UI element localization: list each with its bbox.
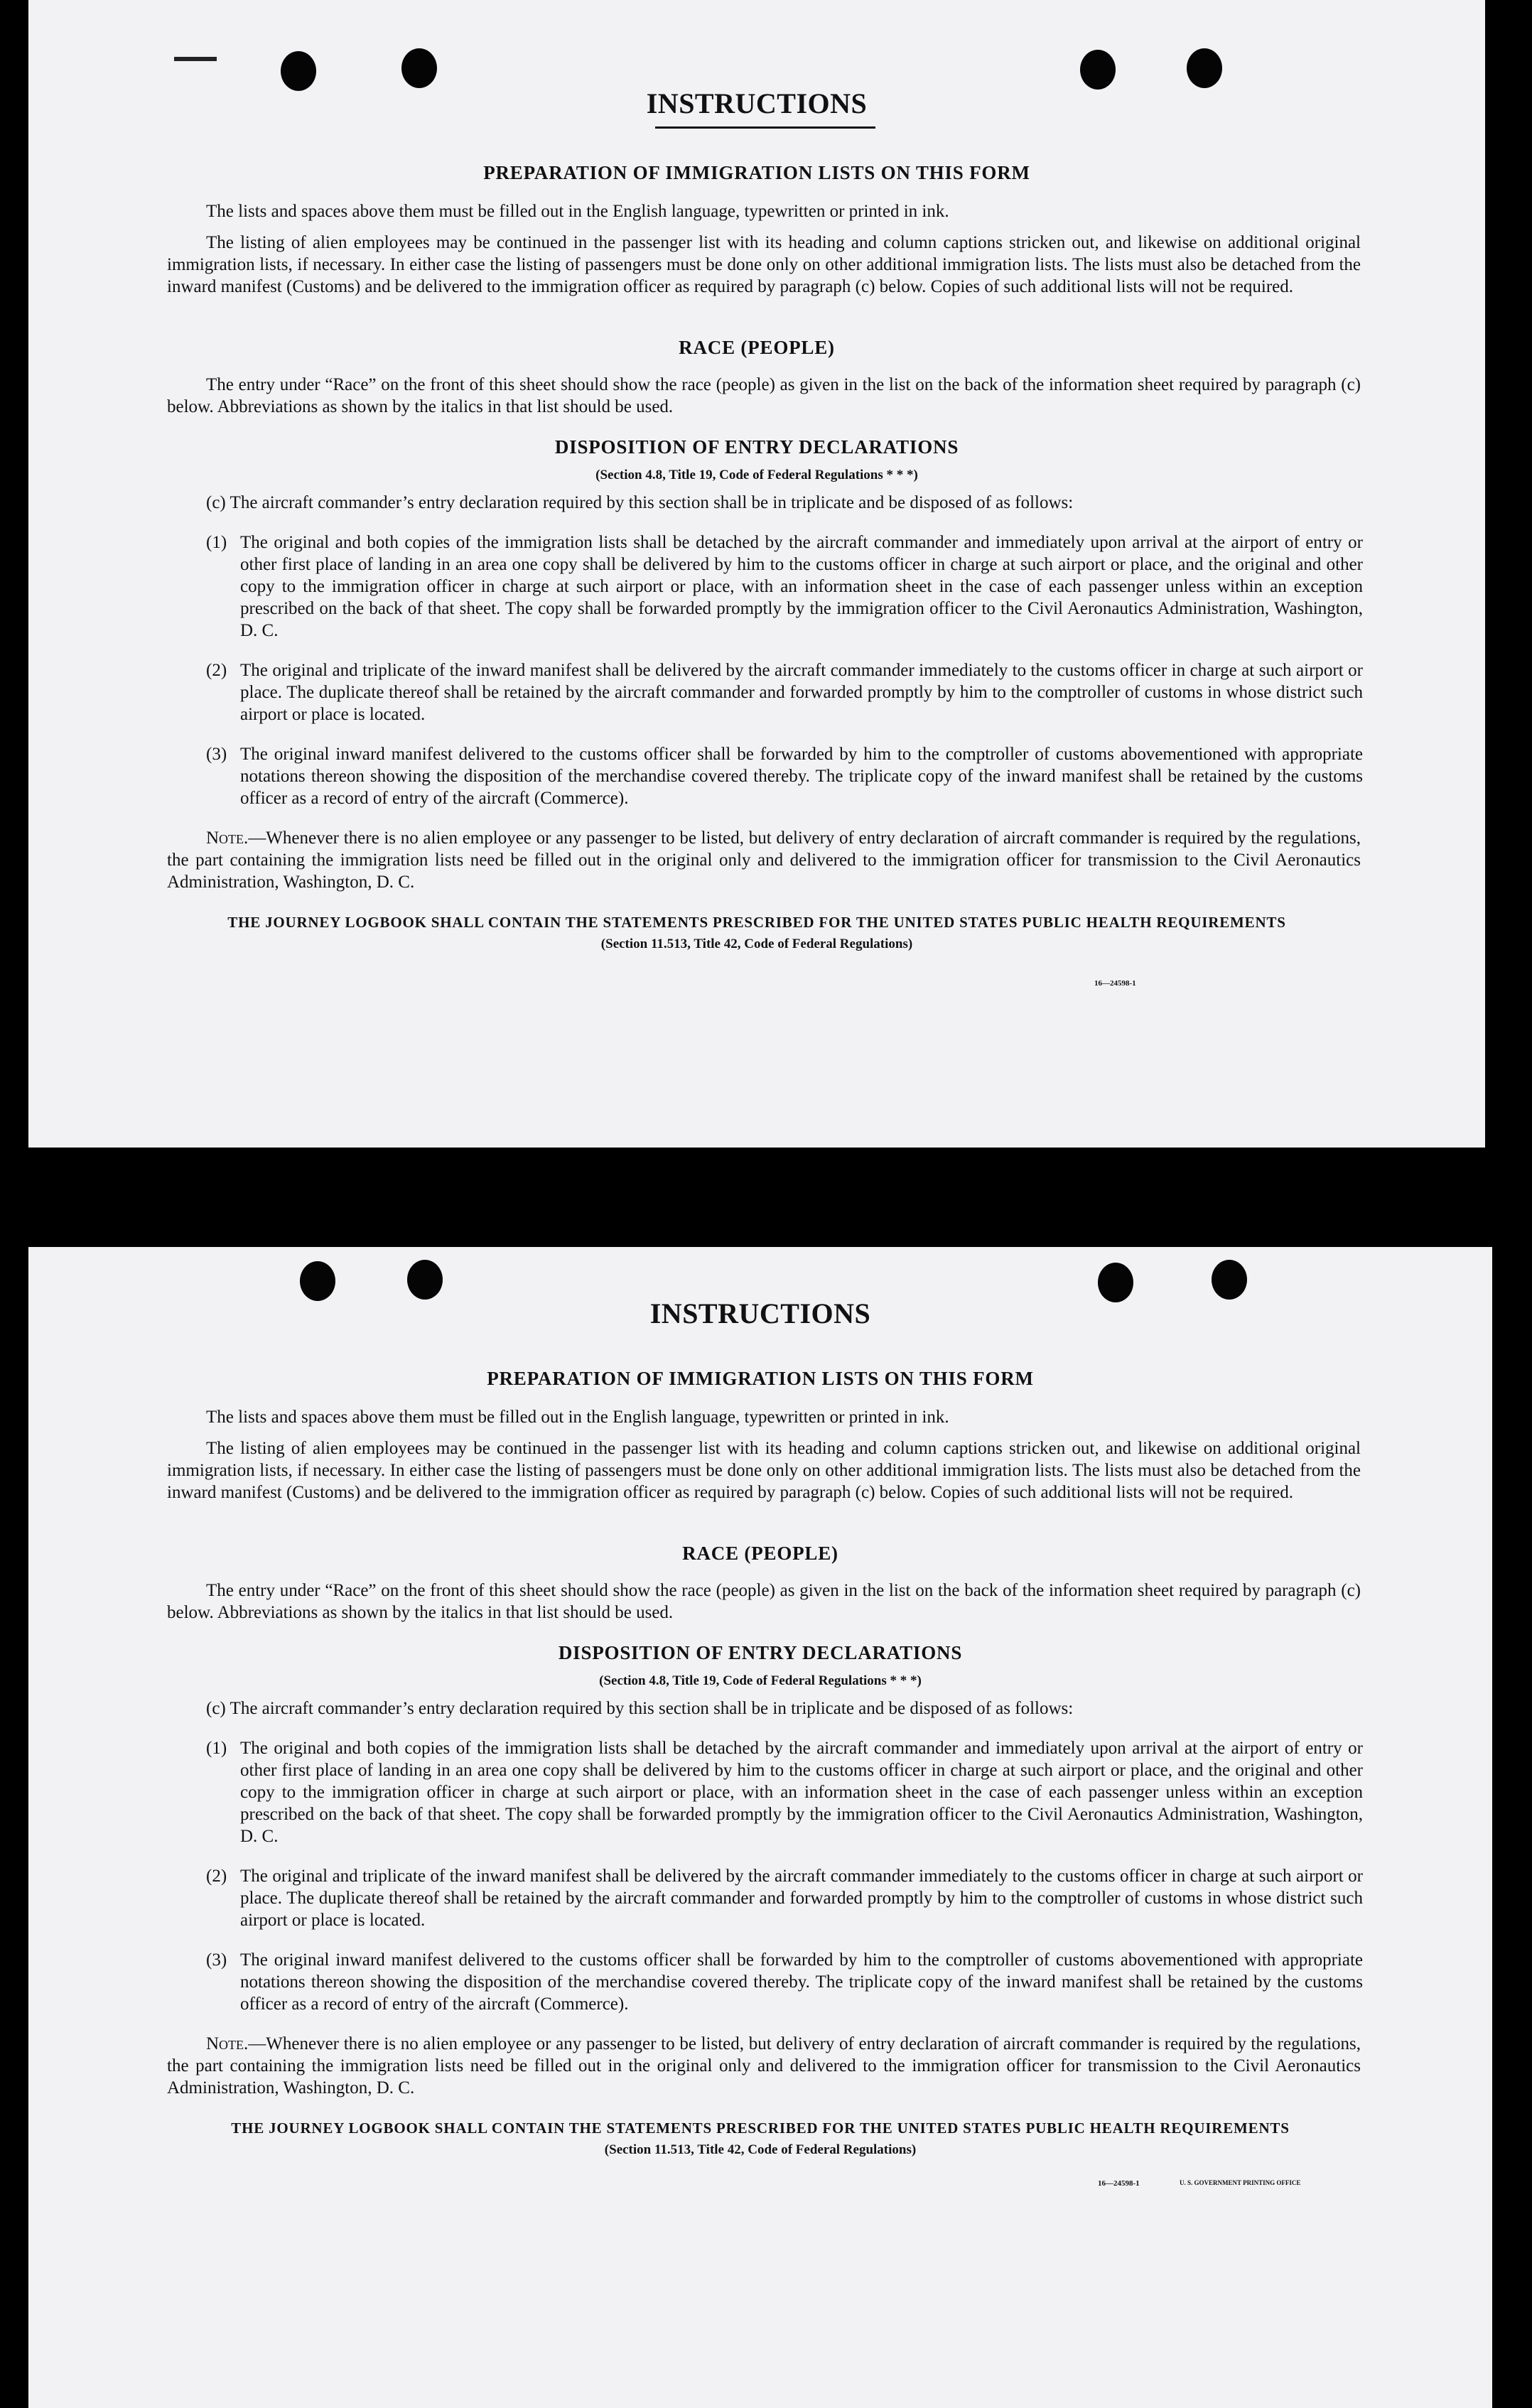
section-heading-preparation: PREPARATION OF IMMIGRATION LISTS ON THIS FORM (483, 162, 1030, 183)
punch-hole (1187, 48, 1222, 88)
list-item (206, 743, 1363, 809)
health-regulation-reference: (Section 11.513, Title 42, Code of Federal Regulations) (600, 936, 913, 951)
regulation-reference: (Section 4.8, Title 19, Code of Federal Regulations * * *) (595, 468, 918, 482)
list-item-number: (1) (206, 1739, 227, 1758)
list-item-text: The original and triplicate of the inward manifest shall be delivered by the aircraft commander immediately to the customs officer in charge at such airport or place. The duplicate thereof shall be retained by the aircraft commander and forwarded promptly by him to the comptroller of customs in whose district such airport or place is located. (240, 1867, 1363, 1930)
list-item-text: The original inward manifest delivered to the customs officer shall be forwarded by him to the comptroller of customs abovementioned with appropriate notations thereon showing the disposition of the merchandise covered thereby. The triplicate copy of the inward manifest shall be retained by the customs officer as a record of entry of the aircraft (Commerce). (240, 745, 1363, 808)
list-item-number: (3) (206, 1950, 227, 1970)
instruction-sheet-top (28, 0, 1485, 1148)
form-number: 16—24598-1 (1094, 979, 1136, 988)
health-regulation-reference: (Section 11.513, Title 42, Code of Federal Regulations) (604, 2142, 917, 2157)
ink-mark (174, 57, 217, 61)
paragraph: The listing of alien employees may be continued in the passenger list with its heading and column captions stricken out, and likewise on additional original immigration lists, if necessary. In either case the listing of passengers must be done only on other additional immigration lists. The lists must also be detached from the inward manifest (Customs) and be delivered to the immigration officer as required by paragraph (c) below. Copies of such additional lists will not be required. (167, 233, 1361, 296)
section-heading-race: RACE (PEOPLE) (682, 1543, 838, 1564)
page-title: INSTRUCTIONS (649, 1297, 871, 1329)
paragraph: The lists and spaces above them must be filled out in the English language, typewritten or printed in ink. (206, 1408, 949, 1427)
list-item-number: (3) (206, 745, 227, 764)
punch-hole (401, 48, 437, 88)
health-requirements-statement: THE JOURNEY LOGBOOK SHALL CONTAIN THE STATEMENTS PRESCRIBED FOR THE UNITED STATES PUBLIC HEALTH REQUIREMENTS (231, 2120, 1290, 2137)
printer-imprint: U. S. GOVERNMENT PRINTING OFFICE (1180, 2179, 1301, 2186)
section-heading-race: RACE (PEOPLE) (679, 337, 835, 358)
punch-hole (1080, 50, 1116, 90)
note-text: —Whenever there is no alien employee or any passenger to be listed, but delivery of entry declaration of aircraft commander is required by the regulations, the part containing the immigration lists need be filled out in the original only and delivered to the immigration officer for transmission to the Civil Aeronautics Administration, Washington, D. C. (167, 828, 1361, 892)
paragraph-c: (c) The aircraft commander’s entry declaration required by this section shall be in triplicate and be disposed of as follows: (206, 1699, 1074, 1718)
list-item (206, 659, 1363, 725)
list-item-number: (1) (206, 533, 227, 552)
list-item-number: (2) (206, 1867, 227, 1886)
form-number: 16—24598-1 (1098, 2179, 1140, 2188)
list-item-text: The original and both copies of the immigration lists shall be detached by the aircraft commander and immediately upon arrival at the airport of entry or other first place of landing in an area one copy shall be delivered by him to the customs officer in charge at such airport or place, and the original and other copy to the immigration officer in charge at such airport or place, with an information sheet in the case of each passenger unless within an exception prescribed on the back of that sheet. The copy shall be forwarded promptly by the immigration officer to the Civil Aeronautics Administration, Washington, D. C. (240, 533, 1363, 640)
paragraph: The entry under “Race” on the front of this sheet should show the race (people) as given in the list on the back of the information sheet required by paragraph (c) below. Abbreviations as shown by the italics in that list should be used. (167, 375, 1361, 416)
note-label: Note. (206, 828, 249, 848)
list-item (206, 1737, 1363, 1847)
paragraph: The listing of alien employees may be continued in the passenger list with its heading and column captions stricken out, and likewise on additional original immigration lists, if necessary. In either case the listing of passengers must be done only on other additional immigration lists. The lists must also be detached from the inward manifest (Customs) and be delivered to the immigration officer as required by paragraph (c) below. Copies of such additional lists will not be required. (167, 1439, 1361, 1502)
paragraph-c: (c) The aircraft commander’s entry declaration required by this section shall be in triplicate and be disposed of as follows: (206, 493, 1074, 512)
list-item (206, 1949, 1363, 2015)
note-paragraph (167, 827, 1361, 893)
note-label: Note. (206, 2034, 249, 2053)
punch-hole (281, 51, 316, 91)
regulation-reference: (Section 4.8, Title 19, Code of Federal Regulations * * *) (599, 1673, 922, 1688)
health-requirements-statement: THE JOURNEY LOGBOOK SHALL CONTAIN THE STATEMENTS PRESCRIBED FOR THE UNITED STATES PUBLIC HEALTH REQUIREMENTS (227, 914, 1286, 931)
section-heading-disposition: DISPOSITION OF ENTRY DECLARATIONS (554, 436, 959, 458)
list-item (206, 1865, 1363, 1931)
list-item (206, 531, 1363, 642)
paragraph: The entry under “Race” on the front of this sheet should show the race (people) as given in the list on the back of the information sheet required by paragraph (c) below. Abbreviations as shown by the italics in that list should be used. (167, 1581, 1361, 1622)
list-item-text: The original inward manifest delivered to the customs officer shall be forwarded by him to the comptroller of customs abovementioned with appropriate notations thereon showing the disposition of the merchandise covered thereby. The triplicate copy of the inward manifest shall be retained by the customs officer as a record of entry of the aircraft (Commerce). (240, 1950, 1363, 2014)
section-heading-disposition: DISPOSITION OF ENTRY DECLARATIONS (558, 1642, 963, 1663)
title-underline (655, 126, 875, 129)
note-paragraph (167, 2033, 1361, 2099)
list-item-text: The original and both copies of the immigration lists shall be detached by the aircraft commander and immediately upon arrival at the airport of entry or other first place of landing in an area one copy shall be delivered by him to the customs officer in charge at such airport or place, and the original and other copy to the immigration officer in charge at such airport or place, with an information sheet in the case of each passenger unless within an exception prescribed on the back of that sheet. The copy shall be forwarded promptly by the immigration officer to the Civil Aeronautics Administration, Washington, D. C. (240, 1739, 1363, 1846)
punch-hole (407, 1260, 443, 1300)
paragraph: The lists and spaces above them must be filled out in the English language, typewritten or printed in ink. (206, 202, 949, 221)
instruction-sheet-bottom (28, 1247, 1492, 2408)
section-heading-preparation: PREPARATION OF IMMIGRATION LISTS ON THIS FORM (487, 1368, 1034, 1389)
list-item-text: The original and triplicate of the inward manifest shall be delivered by the aircraft commander immediately to the customs officer in charge at such airport or place. The duplicate thereof shall be retained by the aircraft commander and forwarded promptly by him to the comptroller of customs in whose district such airport or place is located. (240, 661, 1363, 724)
page-title: INSTRUCTIONS (646, 87, 868, 119)
punch-hole (300, 1261, 335, 1301)
note-text: —Whenever there is no alien employee or any passenger to be listed, but delivery of entry declaration of aircraft commander is required by the regulations, the part containing the immigration lists need be filled out in the original only and delivered to the immigration officer for transmission to the Civil Aeronautics Administration, Washington, D. C. (167, 2034, 1361, 2097)
list-item-number: (2) (206, 661, 227, 680)
punch-hole (1212, 1260, 1247, 1300)
